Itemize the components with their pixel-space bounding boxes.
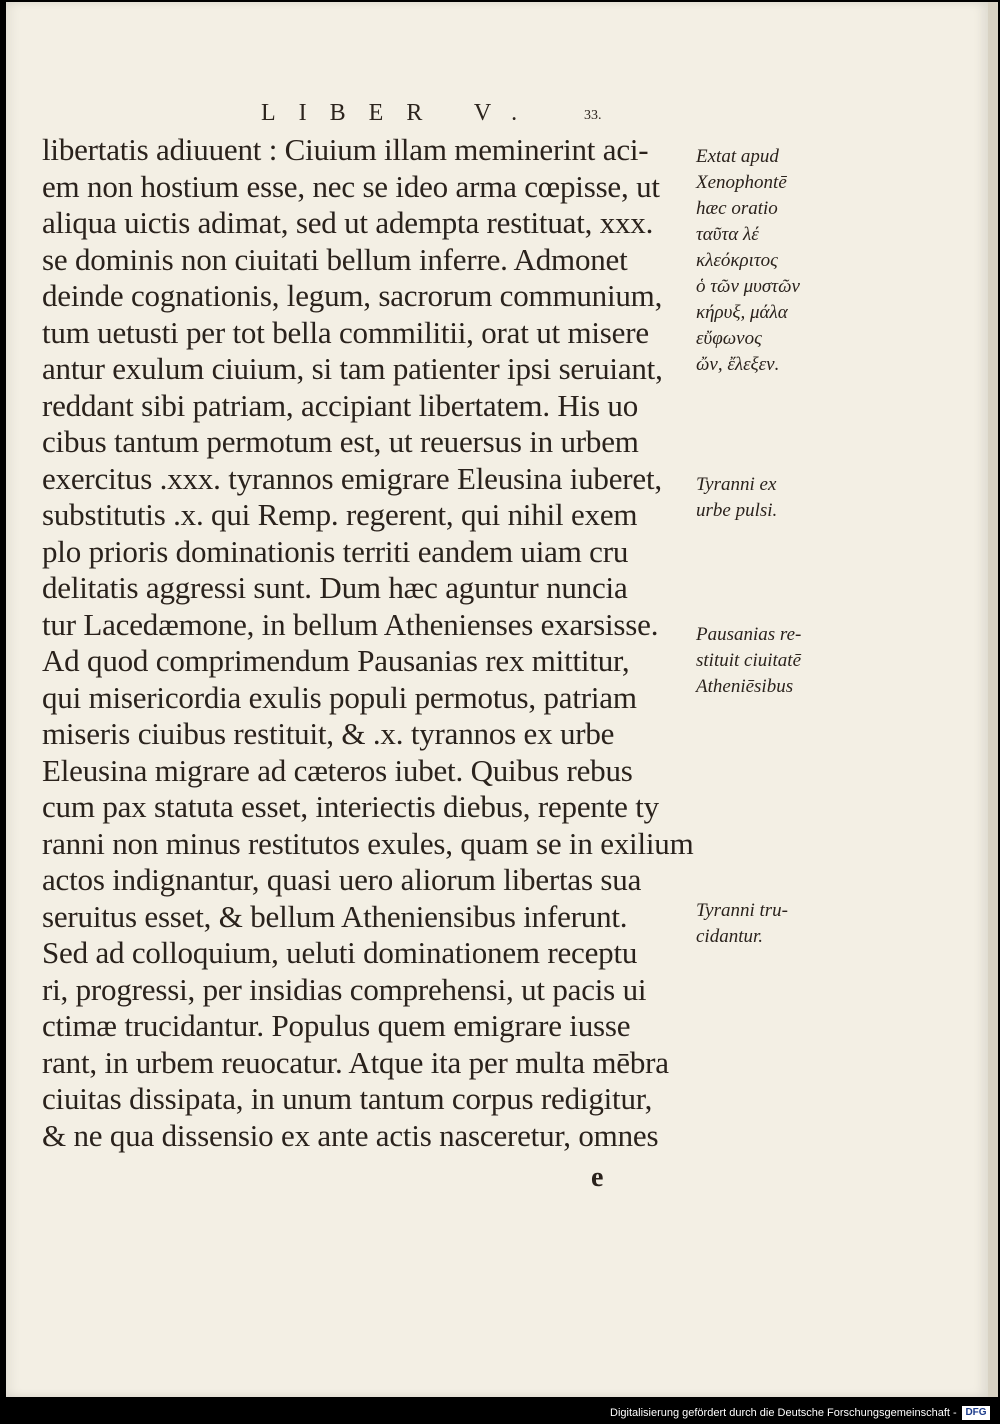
text-line: Eleusina migrare ad cæteros iubet. Quibus rebus bbox=[42, 752, 633, 788]
text-line: plo prioris dominationis territi eandem uiam cru bbox=[42, 533, 629, 569]
text-line: qui misericordia exulis populi permotus, patriam bbox=[42, 679, 637, 715]
body-text bbox=[42, 132, 694, 1154]
text-line: actos indignantur, quasi uero aliorum libertas sua bbox=[42, 862, 642, 897]
text-line: cum pax statuta esset, interiectis diebus, repente ty bbox=[42, 789, 659, 824]
margin-note-xenophon bbox=[696, 144, 800, 378]
margin-note-line: Extat apud bbox=[696, 146, 779, 167]
margin-note-line: Xenophontē bbox=[696, 172, 787, 193]
catchword: e bbox=[591, 1162, 604, 1193]
margin-note-line: stituit ciuitatē bbox=[696, 650, 802, 671]
margin-note-line: ταῦτα λέ bbox=[696, 224, 759, 245]
text-line: reddant sibi patriam, accipiant libertatem. His uo bbox=[42, 387, 639, 423]
text-line: tur Lacedæmone, in bellum Athenienses exarsisse. bbox=[42, 606, 659, 642]
margin-note-line: Atheniēsibus bbox=[696, 676, 794, 697]
text-line: exercitus .xxx. tyrannos emigrare Eleusina iuberet, bbox=[42, 460, 662, 496]
text-line: libertatis adiuuent : Ciuium illam meminerint aci- bbox=[42, 132, 649, 167]
margin-note-line: cidantur. bbox=[696, 926, 764, 947]
margin-note-line: ὤν, ἔλεξεν. bbox=[696, 354, 780, 375]
text-line: aliqua uictis adimat, sed ut adempta restituat, xxx. bbox=[42, 205, 654, 240]
text-line: deinde cognationis, legum, sacrorum communium, bbox=[42, 278, 663, 313]
margin-note-pausanias bbox=[696, 622, 801, 700]
margin-note-tyranni-trucidantur bbox=[696, 898, 788, 950]
margin-note-line: ὁ τῶν μυστῶν bbox=[696, 276, 800, 297]
margin-note-tyranni-pulsi bbox=[696, 472, 777, 524]
margin-note-line: Tyranni tru- bbox=[696, 900, 789, 921]
text-line: & ne qua dissensio ex ante actis nasceretur, omnes bbox=[42, 1117, 659, 1153]
text-line: seruitus esset, & bellum Atheniensibus inferunt. bbox=[42, 898, 628, 934]
margin-note-line: κλεόκριτος bbox=[696, 250, 778, 271]
text-line: cibus tantum permotum est, ut reuersus in urbem bbox=[42, 424, 639, 459]
text-line: ri, progressi, per insidias comprehensi, ut pacis ui bbox=[42, 971, 647, 1007]
margin-note-line: εὔφωνος bbox=[696, 328, 762, 349]
margin-note-line: hæc oratio bbox=[696, 198, 778, 219]
margin-note-line: κήρυξ, μάλα bbox=[696, 302, 788, 323]
text-line: em non hostium esse, nec se ideo arma cœpisse, ut bbox=[42, 168, 660, 204]
text-line: tum uetusti per tot bella commilitii, orat ut misere bbox=[42, 314, 649, 350]
text-line: miseris ciuibus restituit, & .x. tyrannos ex urbe bbox=[42, 716, 615, 751]
text-line: substitutis .x. qui Remp. regerent, qui nihil exem bbox=[42, 497, 638, 532]
margin-note-line: Tyranni ex bbox=[696, 474, 777, 495]
text-line: rant, in urbem reuocatur. Atque ita per multa mēbra bbox=[42, 1044, 669, 1080]
funding-credit: Digitalisierung gefördert durch die Deutsche Forschungsgemeinschaft - bbox=[610, 1407, 957, 1419]
text-line: se dominis non ciuitati bellum inferre. Admonet bbox=[42, 241, 628, 277]
running-head: LIBER V. bbox=[261, 100, 541, 126]
text-line: ranni non minus restitutos exules, quam se in exilium bbox=[42, 825, 694, 861]
margin-note-line: Pausanias re- bbox=[696, 624, 802, 645]
dfg-logo-icon: DFG bbox=[962, 1406, 990, 1420]
text-line: delitatis aggressi sunt. Dum hæc aguntur nuncia bbox=[42, 570, 628, 605]
text-line: Sed ad colloquium, ueluti dominationem receptu bbox=[42, 935, 638, 970]
text-line: ciuitas dissipata, in unum tantum corpus redigitur, bbox=[42, 1081, 653, 1116]
text-line: antur exulum ciuium, si tam patienter ipsi seruiant, bbox=[42, 351, 663, 386]
page-number: 33. bbox=[584, 108, 602, 123]
book-page bbox=[6, 2, 998, 1397]
text-line: Ad quod comprimendum Pausanias rex mittitur, bbox=[42, 643, 630, 678]
margin-note-line: urbe pulsi. bbox=[696, 500, 778, 521]
text-line: ctimæ trucidantur. Populus quem emigrare iusse bbox=[42, 1008, 631, 1043]
